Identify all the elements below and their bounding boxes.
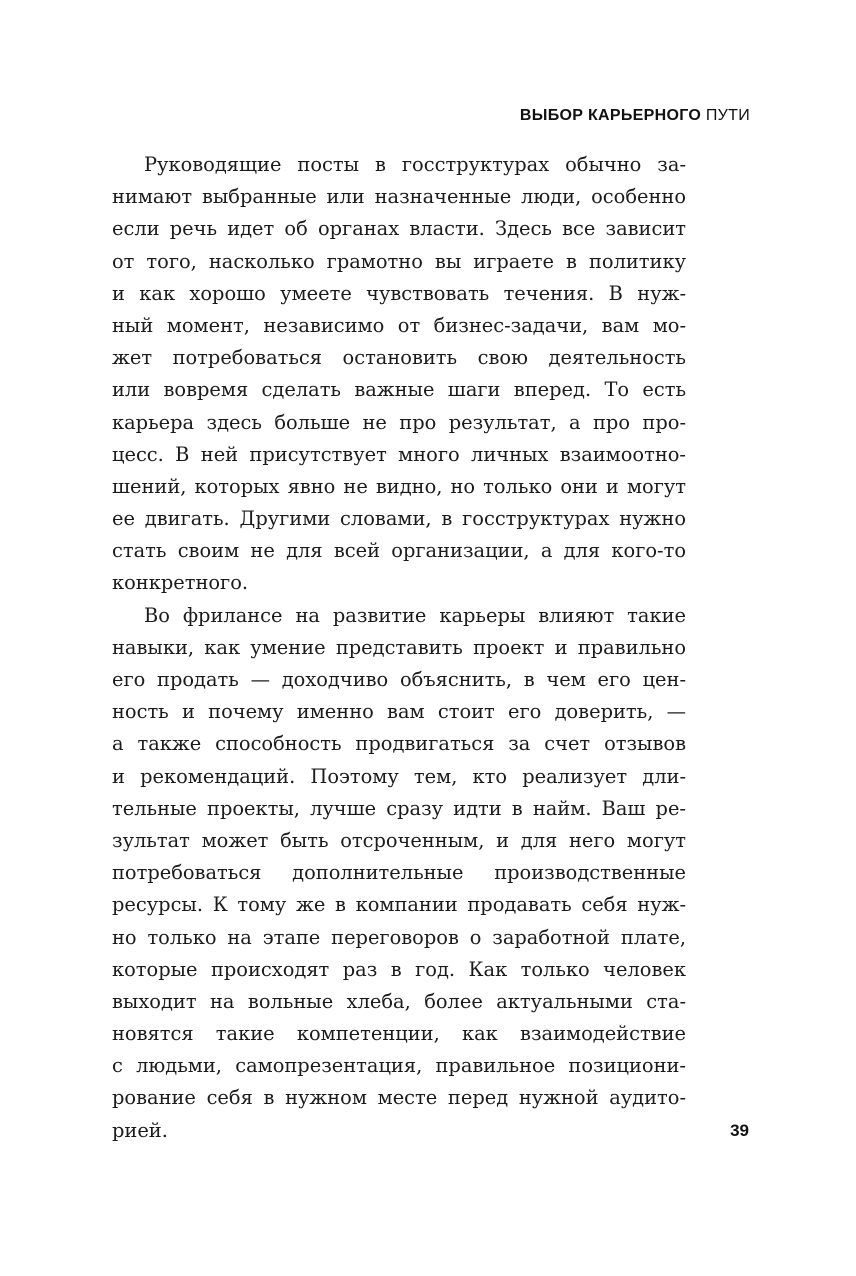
paragraph <box>112 600 686 1147</box>
running-header-title-light: ПУТИ <box>705 107 750 124</box>
text-line: навыки, как умение представить проект и правильно <box>112 635 686 659</box>
paragraph <box>112 149 686 600</box>
text-line: рование себя в нужном месте перед нужной аудито- <box>112 1086 686 1110</box>
text-line: Руководящие посты в госструктурах обычно за- <box>144 153 686 176</box>
text-line: ресурсы. К тому же в компании продавать себя нуж- <box>112 893 686 917</box>
text-line: потребоваться дополнительные производственные <box>112 861 686 885</box>
text-line: конкретного. <box>112 571 249 595</box>
text-line: нимают выбранные или назначенные люди, особенно <box>112 185 686 209</box>
text-line: стать своим не для всей организации, а для кого-то <box>112 539 686 563</box>
text-line: карьера здесь больше не про результат, а про про- <box>112 410 686 434</box>
text-line: ность и почему именно вам стоит его доверить, — <box>112 700 686 724</box>
text-line: тельные проекты, лучше сразу идти в найм. Ваш ре- <box>112 796 686 820</box>
text-line: шений, которых явно не видно, но только они и могут <box>112 474 686 498</box>
text-line: зультат может быть отсроченным, и для него могут <box>112 828 686 852</box>
text-line: или вовремя сделать важные шаги вперед. То есть <box>112 378 686 402</box>
text-line: рией. <box>112 1118 168 1142</box>
running-header-title-bold: ВЫБОР КАРЬЕРНОГО <box>519 107 702 124</box>
text-line: новятся такие компетенции, как взаимодействие <box>112 1022 686 1046</box>
text-line: и как хорошо умеете чувствовать течения. В нуж- <box>112 281 686 305</box>
text-line: Во фрилансе на развитие карьеры влияют такие <box>144 603 686 627</box>
text-line: с людьми, самопрезентация, правильное позициони- <box>112 1054 686 1078</box>
text-line: но только на этапе переговоров о заработной плате, <box>112 925 686 949</box>
text-line: ный момент, независимо от бизнес-задачи, вам мо- <box>112 313 686 337</box>
text-line: от того, насколько грамотно вы играете в политику <box>112 249 686 273</box>
page-number: 39 <box>730 1121 749 1140</box>
running-header <box>520 106 750 126</box>
text-line: и рекомендаций. Поэтому тем, кто реализует дли- <box>112 764 686 788</box>
text-line: его продать — доходчиво объяснить, в чем его цен- <box>112 668 686 691</box>
text-line: жет потребоваться остановить свою деятельность <box>112 346 686 370</box>
text-line: если речь идет об органах власти. Здесь все зависит <box>112 217 686 241</box>
text-line: которые происходят раз в год. Как только человек <box>112 957 686 981</box>
body-text <box>112 149 686 1147</box>
text-line: выходит на вольные хлеба, более актуальными ста- <box>112 989 686 1013</box>
text-line: ее двигать. Другими словами, в госструктурах нужно <box>112 507 686 531</box>
text-line: цесс. В ней присутствует много личных взаимоотно- <box>112 442 686 466</box>
text-line: а также способность продвигаться за счет отзывов <box>112 732 686 756</box>
